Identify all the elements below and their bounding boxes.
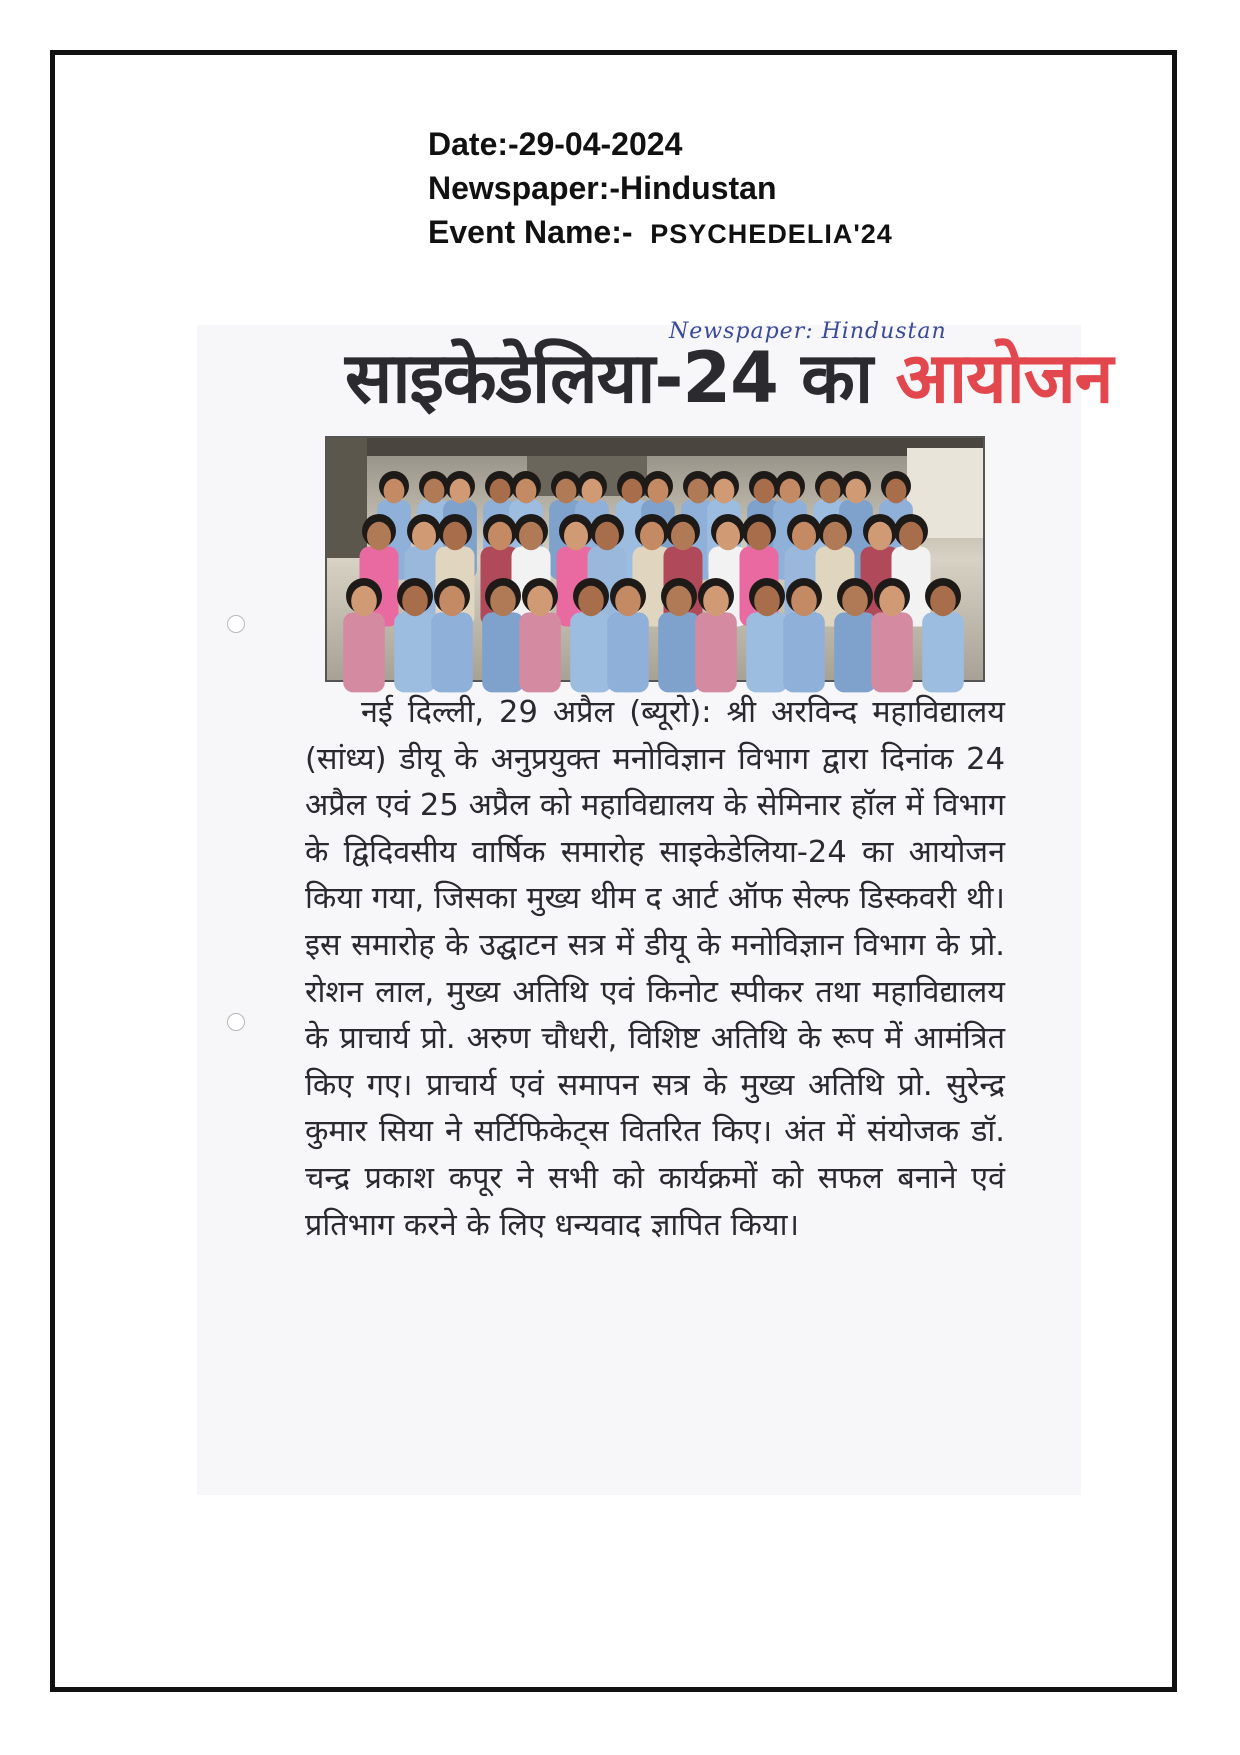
person-face [384, 479, 405, 504]
person-face [846, 479, 867, 504]
person-body [834, 612, 876, 692]
person-body [343, 612, 385, 692]
person-face [556, 479, 577, 504]
person-face [792, 522, 816, 551]
person-face [754, 479, 775, 504]
date-line [428, 122, 893, 166]
person-face [780, 479, 801, 504]
punch-hole [227, 615, 245, 633]
person-body [607, 612, 649, 692]
person-body [695, 612, 737, 692]
date-value: 29-04-2024 [518, 126, 683, 162]
article-body: नई दिल्ली, 29 अप्रैल (ब्यूरो): श्री अरविन्द महाविद्यालय (सांध्य) डीयू के अनुप्रयुक्त मनोविज्ञान विभाग द्वारा दिनांक 24 अप्रैल एवं 25 अप्रैल को महाविद्यालय के सेमिनार हॉल में विभाग के द्विदिवसीय वार्षिक समारोह साइकेडेलिया-24 का आयोजन किया गया, जिसका मुख्य थीम द आर्ट ऑफ सेल्फ डिस्कवरी थी। इस समारोह के उद्घाटन सत्र में डीयू के मनोविज्ञान विभाग के प्रो. रोशन लाल, मुख्य अतिथि एवं किनोट स्पीकर तथा महाविद्यालय के प्राचार्य प्रो. अरुण चौधरी, विशिष्ट अतिथि के रूप में आमंत्रित किए गए। प्राचार्य एवं समापन सत्र के मुख्य अतिथि प्रो. सुरेन्द्र कुमार सिया ने सर्टिफिकेट्स वितरित किए। अंत में संयोजक डॉ. चन्द्र प्रकाश कपूर ने सभी को कार्यक्रमों को सफल बनाने एवं प्रतिभाग करने के लिए धन्यवाद ज्ञापित किया। [305, 695, 1005, 1243]
person-face [582, 479, 603, 504]
person-face [615, 586, 641, 616]
person-body [482, 612, 524, 692]
event-value: PSYCHEDELIA'24 [650, 219, 893, 249]
person-face [439, 586, 465, 616]
person-face [930, 586, 956, 616]
clipping-metadata [428, 122, 893, 256]
person-face [868, 522, 892, 551]
newspaper-value: Hindustan [620, 170, 777, 206]
clipping-headline [345, 333, 1113, 423]
person-body [658, 612, 700, 692]
newspaper-line [428, 166, 893, 210]
person-body [570, 612, 612, 692]
person-face [367, 522, 391, 551]
date-label: Date:- [428, 126, 519, 162]
person-face [703, 586, 729, 616]
person-face [671, 522, 695, 551]
group-photo [325, 436, 985, 682]
person-face [595, 522, 619, 551]
event-label: Event Name:- [428, 214, 633, 250]
person-face [527, 586, 553, 616]
person-face [688, 479, 709, 504]
person-face [747, 522, 771, 551]
newspaper-clipping [197, 319, 1113, 1495]
person-face [412, 522, 436, 551]
person-face [823, 522, 847, 551]
person-body [871, 612, 913, 692]
person-body [746, 612, 788, 692]
person-face [488, 522, 512, 551]
punch-hole [227, 1013, 245, 1031]
person-face [791, 586, 817, 616]
group-photo-image [327, 438, 983, 680]
headline-accent: आयोजन [895, 337, 1113, 419]
event-line [428, 210, 893, 256]
person-face [490, 586, 516, 616]
person-body [431, 612, 473, 692]
person-face [842, 586, 868, 616]
person-face [899, 522, 923, 551]
person-face [516, 479, 537, 504]
person-face [714, 479, 735, 504]
person-face [754, 586, 780, 616]
person-face [424, 479, 445, 504]
person-face [879, 586, 905, 616]
person-face [402, 586, 428, 616]
person-body [394, 612, 436, 692]
person-face [443, 522, 467, 551]
person-face [564, 522, 588, 551]
person-face [648, 479, 669, 504]
person-face [622, 479, 643, 504]
person-face [351, 586, 377, 616]
newspaper-label: Newspaper:- [428, 170, 621, 206]
person-face [716, 522, 740, 551]
person-face [450, 479, 471, 504]
person-face [640, 522, 664, 551]
headline-main: साइकेडेलिया-24 का [345, 337, 896, 419]
person-face [820, 479, 841, 504]
person-face [578, 586, 604, 616]
person-body [922, 612, 964, 692]
person-face [666, 586, 692, 616]
handwritten-note: Newspaper: Hindustan [669, 319, 947, 344]
person-face [519, 522, 543, 551]
person-face [886, 479, 907, 504]
person-body [519, 612, 561, 692]
person-body [783, 612, 825, 692]
person-face [490, 479, 511, 504]
